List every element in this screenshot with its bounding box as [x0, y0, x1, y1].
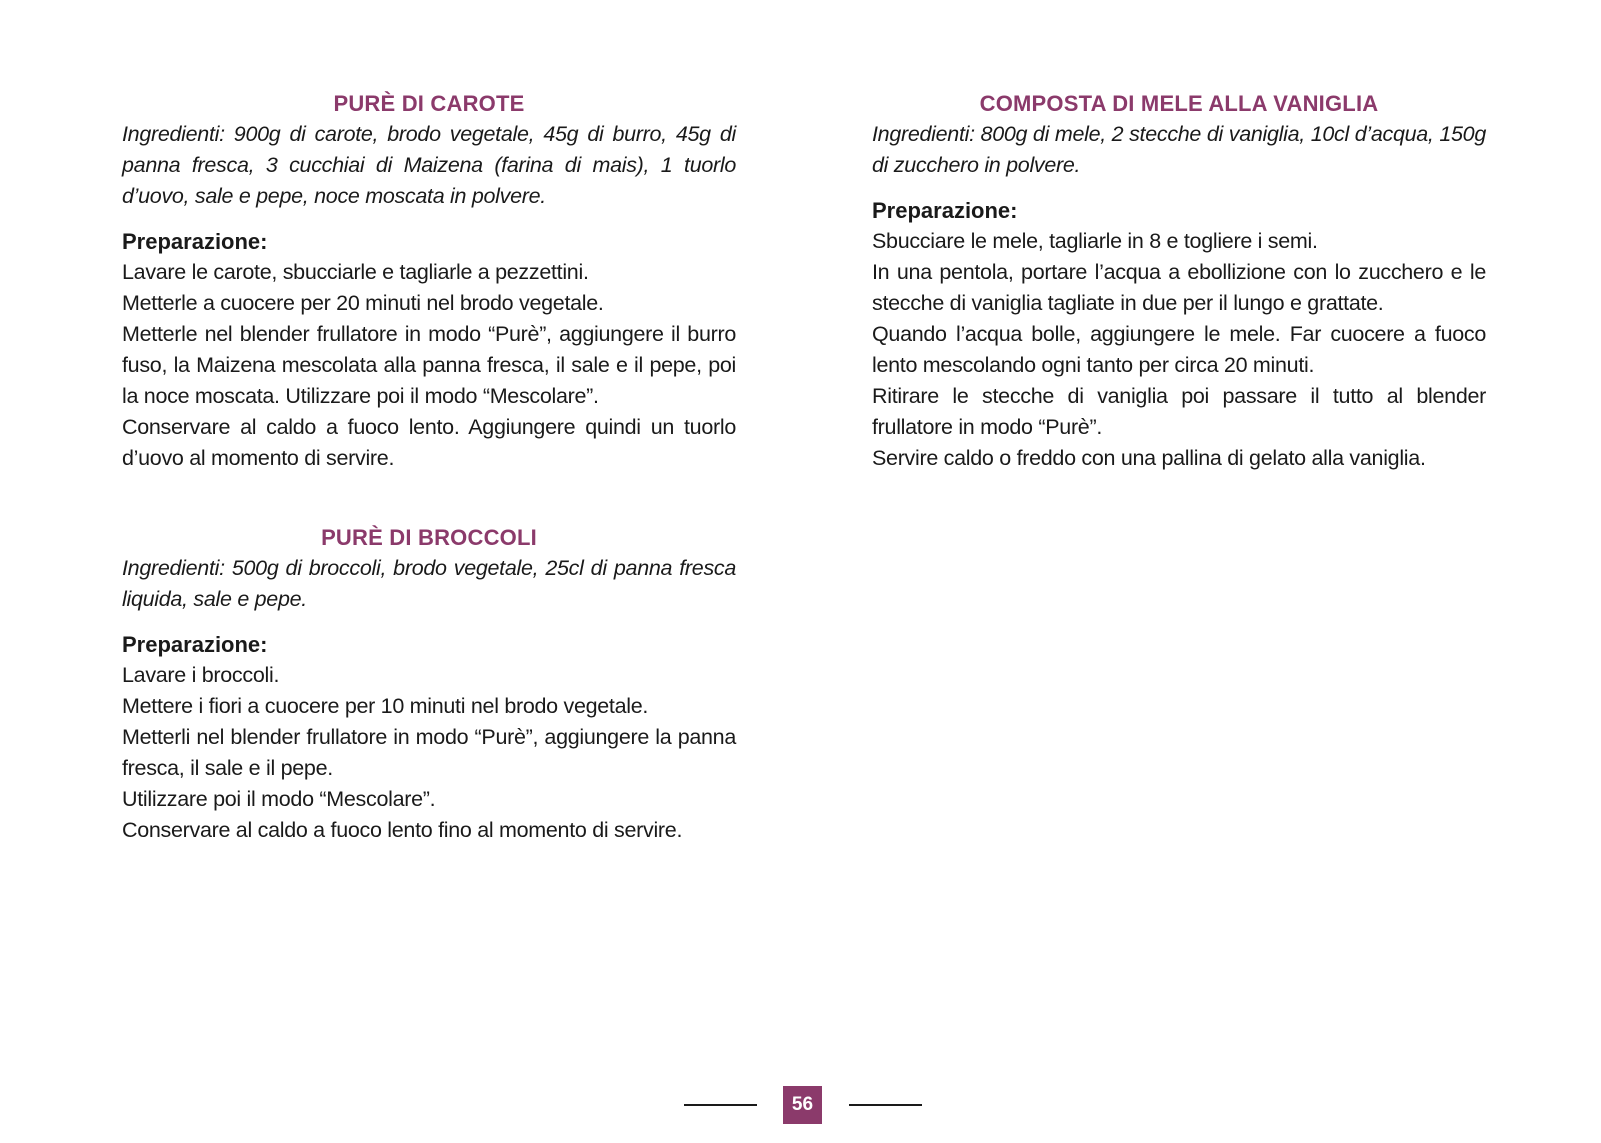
- footer-divider-left: [684, 1104, 757, 1106]
- preparation-heading: Preparazione:: [122, 229, 268, 254]
- left-column: [122, 88, 736, 884]
- preparation-step: Conservare al caldo a fuoco lento fino al momento di servire.: [122, 818, 683, 842]
- preparation-heading: Preparazione:: [122, 632, 268, 657]
- recipe-title: PURÈ DI BROCCOLI: [321, 525, 537, 550]
- recipe-title: COMPOSTA DI MELE ALLA VANIGLIA: [979, 91, 1379, 116]
- preparation-step: Utilizzare poi il modo “Mescolare”.: [122, 787, 436, 811]
- page-footer: [0, 1086, 1601, 1124]
- preparation-step: Lavare le carote, sbucciarle e tagliarle a pezzettini.: [122, 260, 589, 284]
- recipe-ingredients: Ingredienti: 500g di broccoli, brodo vegetale, 25cl di panna fresca liquida, sale e pepe.: [122, 556, 736, 611]
- preparation-step: Lavare i broccoli.: [122, 663, 280, 687]
- page-number: 56: [783, 1086, 822, 1124]
- preparation-step: Metterle a cuocere per 20 minuti nel brodo vegetale.: [122, 291, 604, 315]
- recipe-title: PURÈ DI CAROTE: [333, 91, 525, 116]
- footer-divider-right: [849, 1104, 922, 1106]
- preparation-step: Servire caldo o freddo con una pallina di gelato alla vaniglia.: [872, 446, 1426, 470]
- preparation-step: Conservare al caldo a fuoco lento. Aggiungere quindi un tuorlo d’uovo al momento di servire.: [122, 415, 736, 470]
- recipe-pure-di-carote: [122, 88, 736, 474]
- preparation-step: Ritirare le stecche di vaniglia poi passare il tutto al blender frullatore in modo “Purè”.: [872, 384, 1486, 439]
- preparation-step: Metterle nel blender frullatore in modo “Purè”, aggiungere il burro fuso, la Maizena mescolata alla panna fresca, il sale e il pepe, poi la noce moscata. Utilizzare poi il modo “Mescolare”.: [122, 322, 736, 408]
- right-column: [872, 88, 1486, 512]
- preparation-step: Sbucciare le mele, tagliarle in 8 e togliere i semi.: [872, 229, 1318, 253]
- preparation-heading: Preparazione:: [872, 198, 1018, 223]
- recipe-ingredients: Ingredienti: 800g di mele, 2 stecche di vaniglia, 10cl d’acqua, 150g di zucchero in polvere.: [872, 122, 1486, 177]
- recipe-composta-di-mele: [872, 88, 1486, 474]
- recipe-pure-di-broccoli: [122, 522, 736, 846]
- preparation-step: Mettere i fiori a cuocere per 10 minuti nel brodo vegetale.: [122, 694, 649, 718]
- recipe-ingredients: Ingredienti: 900g di carote, brodo vegetale, 45g di burro, 45g di panna fresca, 3 cucchiai di Maizena (farina di mais), 1 tuorlo d’uovo, sale e pepe, noce moscata in polvere.: [122, 122, 736, 208]
- preparation-step: Quando l’acqua bolle, aggiungere le mele. Far cuocere a fuoco lento mescolando ogni tanto per circa 20 minuti.: [872, 322, 1486, 377]
- preparation-step: In una pentola, portare l’acqua a ebollizione con lo zucchero e le stecche di vaniglia tagliate in due per il lungo e grattate.: [872, 260, 1486, 315]
- preparation-step: Metterli nel blender frullatore in modo “Purè”, aggiungere la panna fresca, il sale e il pepe.: [122, 725, 736, 780]
